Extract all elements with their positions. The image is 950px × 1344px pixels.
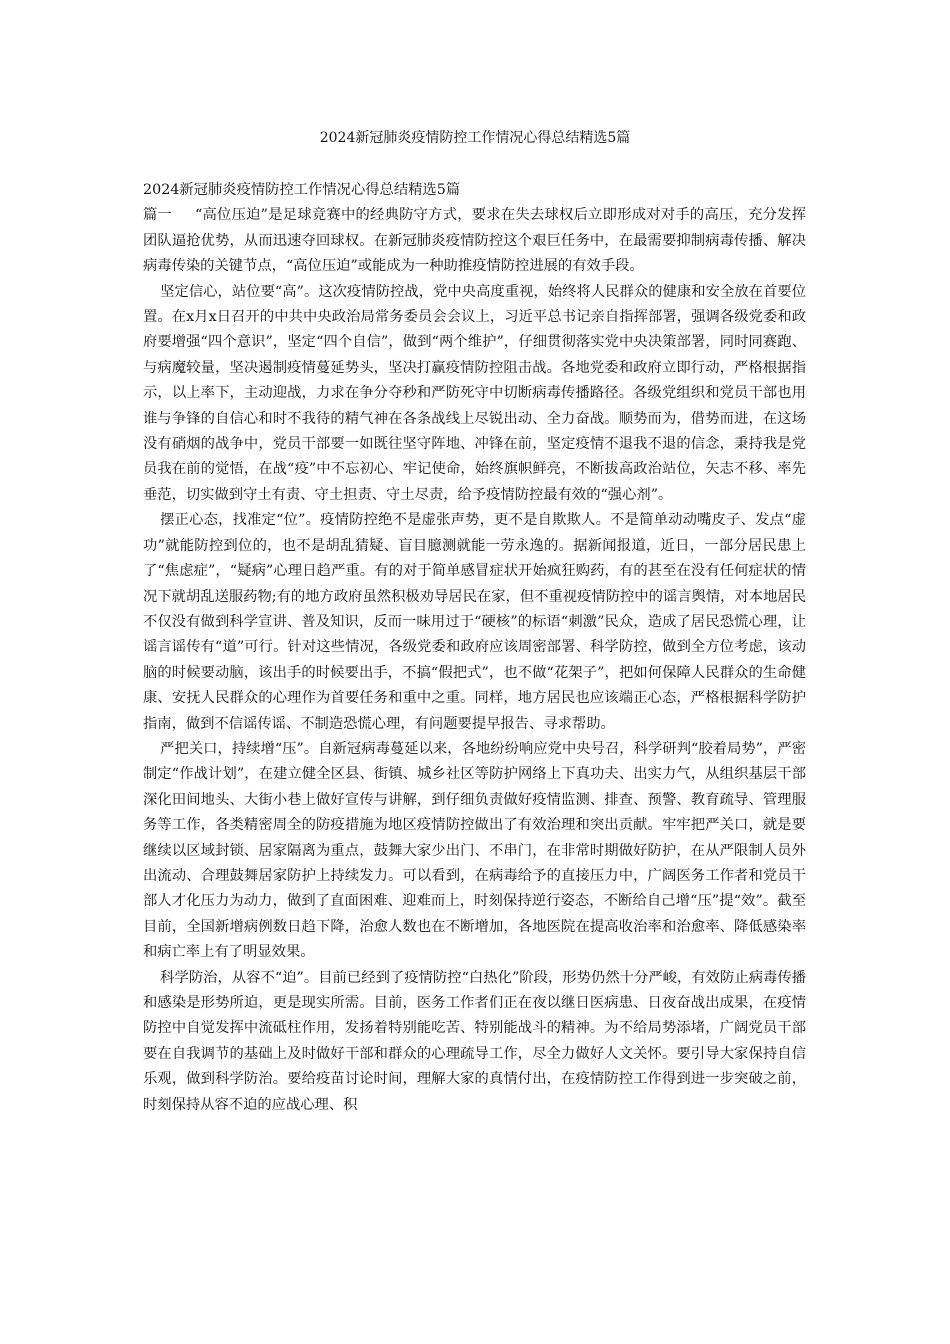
paragraph-2: 坚定信心，站位要“高”。这次疫情防控战，党中央高度重视，始终将人民群众的健康和安全放在首要位置。在x月x日召开的中共中央政治局常务委员会会议上，习近平总书记亲自指挥部署，强调各级党委和政府要增强“四个意识”，坚定“四个自信”，做到“两个维护”，仔细贯彻落实党中央决策部署，同时同赛跑、与病魔较量，坚决遏制疫情蔓延势头，坚决打赢疫情防控阻击战。各地党委和政府立即行动，严格根据指示，以上率下，主动迎战，力求在争分夺秒和严防死守中切断病毒传播路径。各级党组织和党员干部也用谁与争锋的自信心和时不我待的精气神在各条战线上尽锐出动、全力奋战。顺势而为，借势而进，在这场没有硝烟的战争中，党员干部要一如既往坚守阵地、冲锋在前，坚定疫情不退我不退的信念，秉持我是党员我在前的觉悟，在战“疫”中不忘初心、牢记使命，始终旗帜鲜亮，不断拔高政治站位，矢志不移、率先垂范，切实做到守土有责、守土担责、守土尽责，给予疫情防控最有效的“强心剂”。 [143, 283, 806, 503]
paragraph-5: 科学防治，从容不“迫”。目前已经到了疫情防控“白热化”阶段，形势仍然十分严峻，有效防止病毒传播和感染是形势所迫，更是现实所需。目前，医务工作者们正在夜以继日医病患、日夜奋战出成果，在疫情防控中自觉发挥中流砥柱作用，发扬着特别能吃苦、特别能战斗的精神。为不给局势添堵，广阔党员干部要在自我调节的基础上及时做好干部和群众的心理疏导工作，尽全力做好人文关怀。要引导大家保持自信乐观，做到科学防治。要给疫苗讨论时间，理解大家的真情付出，在疫情防控工作得到进一步突破之前，时刻保持从容不迫的应战心理、积 [143, 969, 806, 1113]
section-label: 篇一 [143, 207, 173, 224]
paragraph-4: 严把关口，持续增“压”。自新冠病毒蔓延以来，各地纷纷响应党中央号召，科学研判“胶着局势”，严密制定“作战计划”，在建立健全区县、街镇、城乡社区等防护网络上下真功夫、出实力气，从组织基层干部深化田间地头、大街小巷上做好宣传与讲解，到仔细负责做好疫情监测、排查、预警、教育疏导、管理服务等工作，各类精密周全的防疫措施为地区疫情防控做出了有效治理和突出贡献。牢牢把严关口，就是要继续以区域封锁、居家隔离为重点，鼓舞大家少出门、不串门，在非常时期做好防护，在从严限制人员外出流动、合理鼓舞居家防护上持续发力。可以看到，在病毒给予的直接压力中，广阔医务工作者和党员干部人才化压力为动力，做到了直面困难、迎难而上，时刻保持逆行姿态，不断给自己增“压”提“效”。截至目前，全国新增病例数日趋下降，治愈人数也在不断增加，各地医院在提高收治率和治愈率、降低感染率和病亡率上有了明显效果。 [143, 740, 806, 961]
paragraph-3: 摆正心态，找准定“位”。疫情防控绝不是虚张声势，更不是自欺欺人。不是简单动动嘴皮子、发点“虚功”就能防控到位的，也不是胡乱猜疑、盲目臆测就能一劳永逸的。据新闻报道，近日，一部分居民患上了“焦虑症”，“疑病”心理日趋严重。有的对于简单感冒症状开始疯狂购药，有的甚至在没有任何症状的情况下就胡乱送服药物;有的地方政府虽然积极劝导居民在家，但不重视疫情防控中的谣言舆情，对本地居民不仅没有做到科学宣讲、普及知识，反而一味用过于“硬核”的标语“刺激”民众，造成了居民恐慌心理，让谣言谣传有“道”可行。针对这些情况，各级党委和政府应该周密部署、科学防控，做到全方位考虑，该动脑的时候要动脑，该出手的时候要出手，不搞“假把式”，也不做“花架子”，把如何保障人民群众的生命健康、安抚人民群众的心理作为首要任务和重中之重。同样，地方居民也应该端正心态，严格根据科学防护指南，做到不信谣传谣、不制造恐慌心理，有问题要提早报告、寻求帮助。 [143, 512, 806, 732]
document-body [143, 178, 806, 1118]
paragraph-1 [143, 203, 806, 279]
document-subtitle: 2024新冠肺炎疫情防控工作情况心得总结精选5篇 [143, 182, 461, 198]
document-title: 2024新冠肺炎疫情防控工作情况心得总结精选5篇 [319, 130, 631, 146]
paragraph-1-text: “高位压迫”是足球竞赛中的经典防守方式，要求在失去球权后立即形成对对手的高压，充分发挥团队逼抢优势，从而迅速夺回球权。在新冠肺炎疫情防控这个艰巨任务中，在最需要抑制病毒传播、解决病毒传染的关键节点，“高位压迫”或能成为一种助推疫情防控进展的有效手段。 [143, 207, 807, 275]
